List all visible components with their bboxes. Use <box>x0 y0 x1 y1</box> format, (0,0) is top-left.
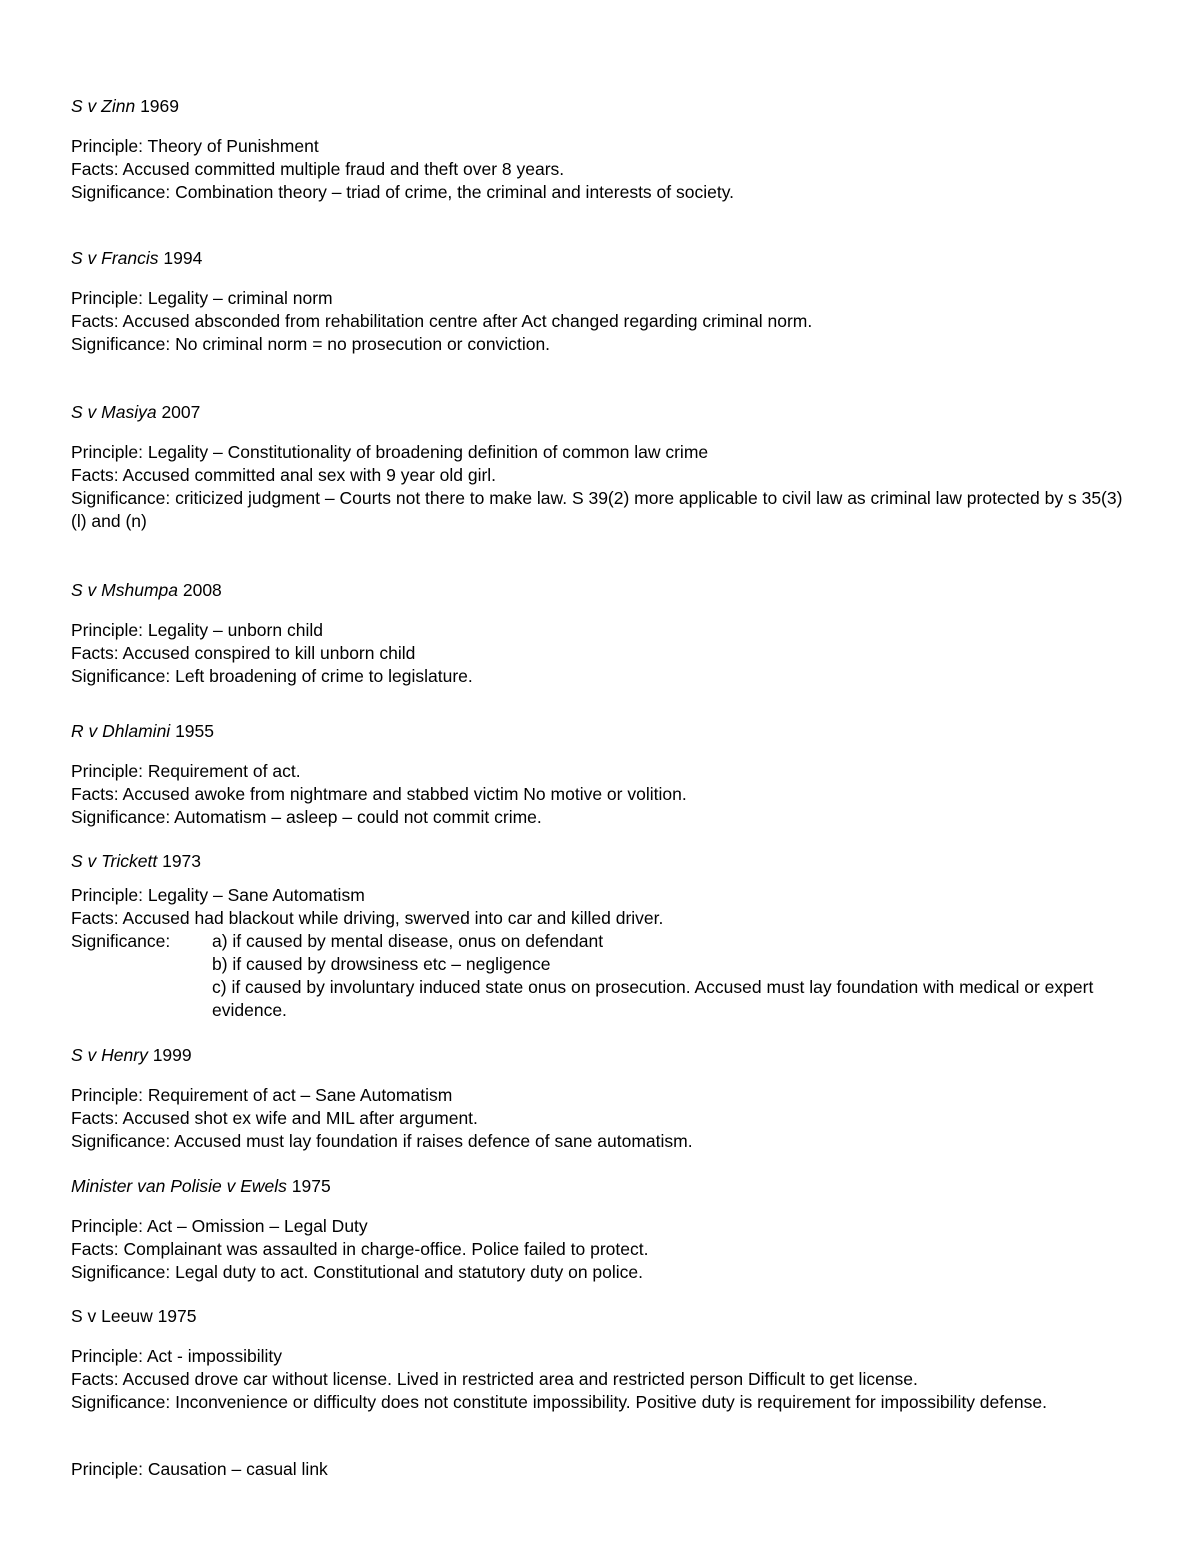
case-year: 1994 <box>163 248 203 268</box>
case-principle: Principle: Requirement of act – Sane Automatism <box>71 1085 453 1105</box>
case-principle: Principle: Act - impossibility <box>71 1346 283 1366</box>
case-entry-zinn <box>71 95 1141 204</box>
case-entry-trickett <box>71 850 1141 1022</box>
case-principle: Principle: Legality – criminal norm <box>71 288 333 308</box>
case-title: S v Leeuw 1975 <box>71 1306 197 1326</box>
case-facts: Facts: Accused had blackout while driving, swerved into car and killed driver. <box>71 908 664 928</box>
case-title <box>71 401 1141 424</box>
case-significance: Significance: No criminal norm = no prosecution or conviction. <box>71 334 551 354</box>
case-principle: Principle: Legality – Sane Automatism <box>71 885 365 905</box>
case-entry-henry <box>71 1044 1141 1153</box>
case-entry-francis <box>71 247 1141 356</box>
case-year: 1969 <box>140 96 180 116</box>
significance-label: Significance: <box>71 931 171 951</box>
case-significance: Significance: Combination theory – triad of crime, the criminal and interests of society. <box>71 182 735 202</box>
case-significance <box>71 930 1141 1022</box>
case-principle: Principle: Requirement of act. <box>71 761 301 781</box>
case-title <box>71 850 1141 873</box>
case-entry-ewels <box>71 1175 1141 1284</box>
significance-item: a) if caused by mental disease, onus on defendant <box>212 931 604 951</box>
case-facts: Facts: Accused awoke from nightmare and stabbed victim No motive or volition. <box>71 784 687 804</box>
case-name: Minister van Polisie v Ewels <box>71 1176 287 1196</box>
case-facts: Facts: Accused absconded from rehabilitation centre after Act changed regarding criminal norm. <box>71 311 813 331</box>
case-name: R v Dhlamini <box>71 721 171 741</box>
case-significance: Significance: Left broadening of crime to legislature. <box>71 666 473 686</box>
case-year: 2008 <box>182 580 222 600</box>
case-significance: Significance: Accused must lay foundation if raises defence of sane automatism. <box>71 1131 693 1151</box>
significance-item: c) if caused by involuntary induced state onus on prosecution. Accused must lay foundation with medical or expert evidence. <box>212 977 1094 1020</box>
case-principle: Principle: Theory of Punishment <box>71 136 319 156</box>
case-year: 1999 <box>152 1045 192 1065</box>
case-name: S v Trickett <box>71 851 158 871</box>
case-facts: Facts: Accused shot ex wife and MIL after argument. <box>71 1108 478 1128</box>
case-name: S v Masiya <box>71 402 157 422</box>
case-principle: Principle: Act – Omission – Legal Duty <box>71 1216 368 1236</box>
case-significance: Significance: Automatism – asleep – could not commit crime. <box>71 807 542 827</box>
trailing-principle: Principle: Causation – casual link <box>71 1459 328 1479</box>
case-title <box>71 1044 1141 1067</box>
case-year: 1955 <box>175 721 215 741</box>
case-year: 1973 <box>162 851 202 871</box>
case-entry-masiya <box>71 401 1141 533</box>
case-name: S v Henry <box>71 1045 148 1065</box>
case-title <box>71 247 1141 270</box>
case-year: 1975 <box>291 1176 331 1196</box>
case-name: S v Zinn <box>71 96 136 116</box>
case-principle: Principle: Legality – unborn child <box>71 620 323 640</box>
trailing-principle-block <box>71 1458 1141 1481</box>
significance-item: b) if caused by drowsiness etc – negligence <box>212 954 551 974</box>
case-significance: Significance: Inconvenience or difficulty does not constitute impossibility. Positive duty is requirement for impossibility defense. <box>71 1392 1047 1412</box>
case-entry-dhlamini <box>71 720 1141 829</box>
case-title <box>71 1175 1141 1198</box>
case-facts: Facts: Accused drove car without license. Lived in restricted area and restricted person Difficult to get license. <box>71 1369 918 1389</box>
case-facts: Facts: Complainant was assaulted in charge-office. Police failed to protect. <box>71 1239 649 1259</box>
case-year: 2007 <box>161 402 201 422</box>
case-facts: Facts: Accused committed anal sex with 9 year old girl. <box>71 465 497 485</box>
case-principle: Principle: Legality – Constitutionality of broadening definition of common law crime <box>71 442 709 462</box>
case-entry-mshumpa <box>71 579 1141 688</box>
case-significance: Significance: Legal duty to act. Constitutional and statutory duty on police. <box>71 1262 644 1282</box>
case-name: S v Francis <box>71 248 159 268</box>
case-name: S v Mshumpa <box>71 580 178 600</box>
case-title <box>71 579 1141 602</box>
case-title <box>71 95 1141 118</box>
case-facts: Facts: Accused conspired to kill unborn child <box>71 643 416 663</box>
case-significance: Significance: criticized judgment – Courts not there to make law. S 39(2) more applicable to civil law as criminal law protected by s 35(3) (l) and (n) <box>71 488 1123 531</box>
case-facts: Facts: Accused committed multiple fraud and theft over 8 years. <box>71 159 565 179</box>
case-title <box>71 720 1141 743</box>
case-entry-leeuw <box>71 1305 1141 1414</box>
